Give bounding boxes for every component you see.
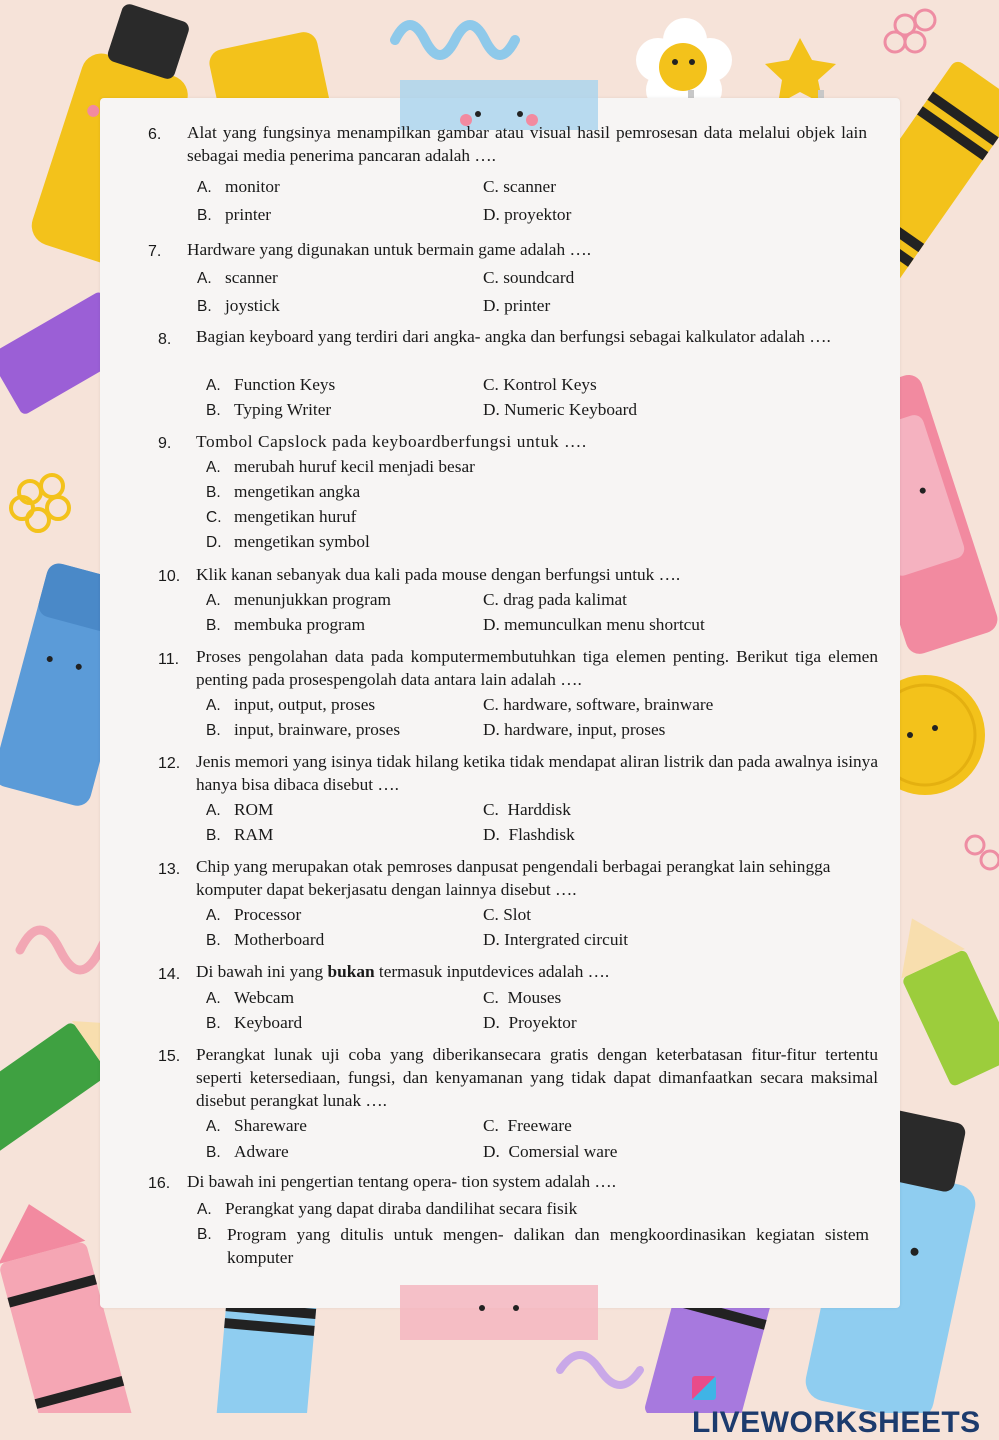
option-c[interactable]: C. Harddisk (483, 800, 571, 819)
question-number: 12. (158, 755, 181, 772)
option-d[interactable]: D. printer (483, 296, 551, 315)
option-c[interactable]: C. scanner (483, 177, 556, 196)
question-number: 14. (158, 966, 181, 983)
question-text: Bagian keyboard yang terdiri dari angka- angka dan berfungsi sebagai kalkulator adalah …. (196, 327, 831, 346)
option-c[interactable]: C. Slot (483, 905, 532, 924)
question-number: 11. (158, 651, 180, 668)
option-b[interactable]: B. joystick (197, 296, 280, 315)
option-a[interactable]: A. monitor (197, 177, 280, 196)
option-a[interactable]: A. merubah huruf kecil menjadi besar (206, 457, 475, 476)
question-text: Di bawah ini pengertian tentang opera- tion system adalah …. (187, 1172, 617, 1191)
question-number: 8. (158, 331, 172, 348)
question-text: Chip yang merupakan otak pemroses danpusat pengendali berbagai perangkat lain sehingga komputer dapat bekerjasatu dengan lainnya disebut …. (196, 857, 831, 899)
option-b[interactable]: B. Keyboard (206, 1013, 303, 1032)
option-b[interactable]: B. RAM (206, 825, 274, 844)
question-number: 15. (158, 1048, 181, 1065)
option-d[interactable]: D. Numeric Keyboard (483, 400, 638, 419)
option-c[interactable]: C. Kontrol Keys (483, 375, 597, 394)
option-d[interactable]: D. memunculkan menu shortcut (483, 615, 705, 634)
question-number: 16. (148, 1175, 171, 1192)
option-d[interactable]: D. proyektor (483, 205, 572, 224)
option-a[interactable]: A. Webcam (206, 988, 295, 1007)
question-number: 6. (148, 126, 162, 143)
option-c[interactable]: C. hardware, software, brainware (483, 695, 714, 714)
option-c[interactable]: C. drag pada kalimat (483, 590, 627, 609)
option-b[interactable]: B. input, brainware, proses (206, 720, 401, 739)
option-d[interactable]: D. Flashdisk (483, 825, 575, 844)
question-text: Di bawah ini yang bukan termasuk inputdevices adalah …. (196, 962, 610, 981)
question-number: 10. (158, 568, 181, 585)
option-c[interactable]: C. Freeware (483, 1116, 572, 1135)
question-text: Tombol Capslock pada keyboardberfungsi untuk …. (196, 432, 587, 451)
question-number: 9. (158, 435, 172, 452)
option-d[interactable]: D. Comersial ware (483, 1142, 618, 1161)
option-a[interactable]: A. Perangkat yang dapat diraba dandilihat secara fisik (197, 1199, 578, 1218)
option-b[interactable]: B. Adware (206, 1142, 289, 1161)
option-a[interactable]: A. input, output, proses (206, 695, 376, 714)
option-b[interactable]: B. mengetikan angka (206, 482, 361, 501)
option-b-text: Program yang ditulis untuk mengen- dalikan dan mengkoordinasikan kegiatan sistem komputer (227, 1225, 869, 1267)
option-a[interactable]: A. menunjukkan program (206, 590, 391, 609)
question-text: Proses pengolahan data pada komputermembutuhkan tiga elemen penting. Berikut tiga elemen penting pada prosespengolah data antara lain adalah …. (196, 647, 878, 689)
option-a[interactable]: A. Shareware (206, 1116, 307, 1135)
option-b[interactable]: B. membuka program (206, 615, 366, 634)
question-text: Klik kanan sebanyak dua kali pada mouse dengan berfungsi untuk …. (196, 565, 681, 584)
question-number: 13. (158, 861, 181, 878)
option-b[interactable]: B. Program yang ditulis untuk mengen- dalikan dan mengkoordinasikan kegiatan sistem komputer (197, 1225, 869, 1267)
liveworksheets-logo[interactable]: LIVEWORKSHEETS (692, 1372, 999, 1440)
option-b[interactable]: B. Motherboard (206, 930, 325, 949)
option-c[interactable]: C. Mouses (483, 988, 562, 1007)
option-d[interactable]: D. Intergrated circuit (483, 930, 629, 949)
option-c[interactable]: C. mengetikan huruf (206, 507, 357, 526)
option-d[interactable]: D. hardware, input, proses (483, 720, 666, 739)
question-text: Alat yang fungsinya menampilkan gambar atau visual hasil pemrosesan data melalui objek lain sebagai media penerima pancaran adalah …. (187, 123, 867, 165)
question-number: 7. (148, 243, 162, 260)
option-a[interactable]: A. Function Keys (206, 375, 336, 394)
option-b[interactable]: B. printer (197, 205, 272, 224)
option-a[interactable]: A. scanner (197, 268, 278, 287)
option-a[interactable]: A. Processor (206, 905, 302, 924)
question-text: Hardware yang digunakan untuk bermain game adalah …. (187, 240, 592, 259)
option-a[interactable]: A. ROM (206, 800, 274, 819)
option-d[interactable]: D. Proyektor (483, 1013, 577, 1032)
question-text: Jenis memori yang isinya tidak hilang ketika tidak mendapat aliran listrik dan pada awalnya isinya hanya bisa dibaca disebut …. (196, 752, 878, 794)
option-c[interactable]: C. soundcard (483, 268, 575, 287)
question-text: Perangkat lunak uji coba yang diberikansecara gratis dengan keterbatasan fitur-fitur tertentu seperti ketersediaan, fungsi, dan kenyamanan yang tidak dapat dimanfaatkan secara maksimal disebut perangkat lunak …. (196, 1045, 878, 1110)
option-b[interactable]: B. Typing Writer (206, 400, 332, 419)
logo-badge-icon (692, 1376, 716, 1400)
option-d[interactable]: D. mengetikan symbol (206, 532, 370, 551)
